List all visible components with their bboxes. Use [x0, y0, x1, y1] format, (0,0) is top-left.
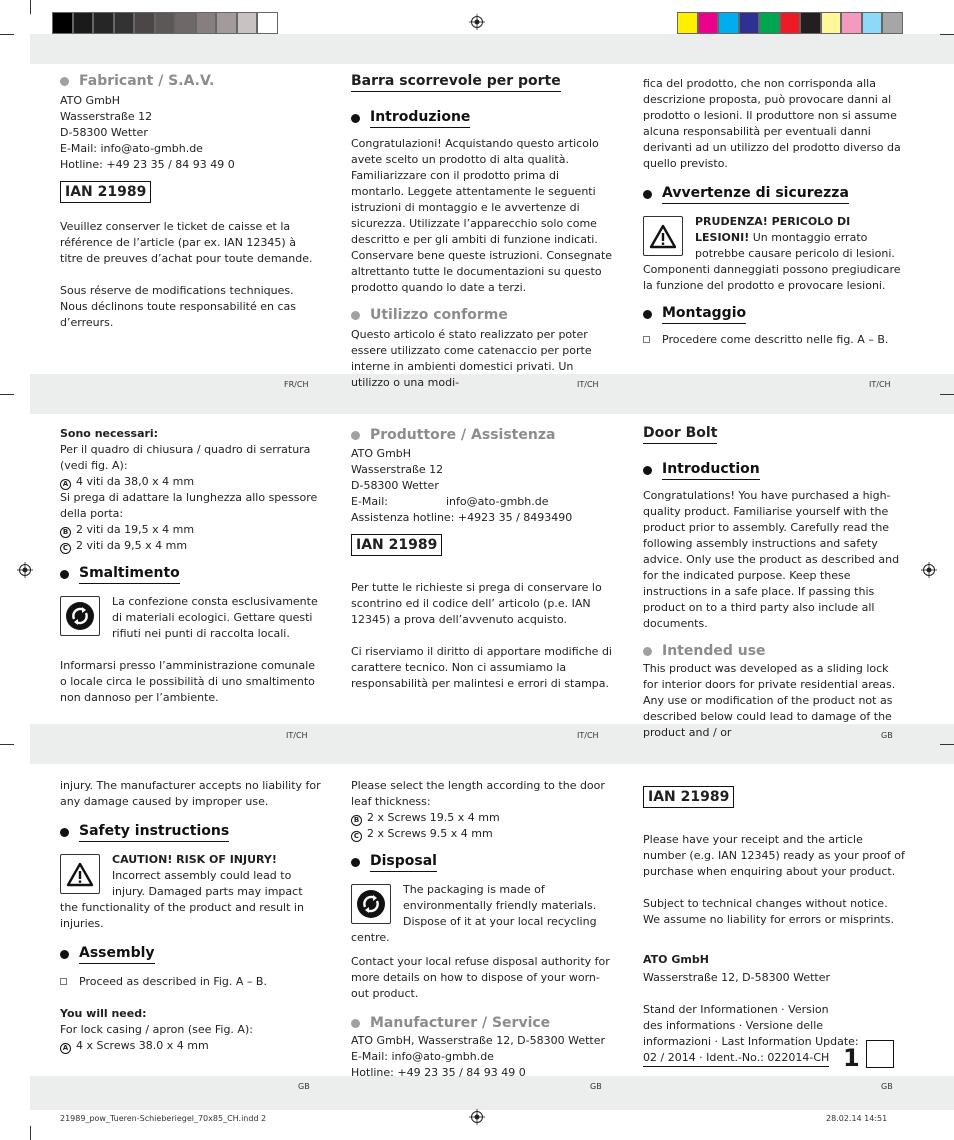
registration-mark-icon: [469, 1109, 485, 1125]
crop-mark: [940, 394, 954, 395]
paragraph: Ci riserviamo il diritto di apportare modifiche di carattere tecnico. Non ci assumiamo la responsabilità per malintesi e errori di stampa.: [351, 645, 612, 690]
gray-swatch: [237, 12, 258, 34]
heading-intended-use: Intended use: [643, 642, 905, 661]
address-line: E-Mail: info@ato-gmbh.de: [351, 1050, 494, 1063]
warning-icon: [643, 216, 683, 256]
page-region-label: IT/CH: [577, 731, 599, 740]
panel-gb-disposal: [351, 778, 613, 1081]
paragraph: injury. The manufacturer accepts no liability for any damage caused by improper use.: [60, 779, 321, 808]
info-line: Stand der Informationen · Version: [643, 1003, 829, 1016]
address-line: Hotline: +49 23 35 / 84 93 49 0: [60, 158, 235, 171]
page-region-label: IT/CH: [869, 380, 891, 389]
address-line: D-58300 Wetter: [60, 126, 148, 139]
color-swatch: [841, 12, 862, 34]
warning-text: CAUTION! RISK OF INJURY! Incorrect assembly could lead to injury. Damaged parts may impact the functionality of the product and result in injuries.: [60, 853, 304, 930]
heading-utilizzo: Utilizzo conforme: [351, 306, 613, 325]
part-c: C 2 viti da 9,5 x 4 mm: [60, 538, 322, 554]
heading-manufacturer: Manufacturer / Service: [351, 1014, 613, 1033]
address-line: D-58300 Wetter: [351, 479, 439, 492]
product-title: Barra scorrevole per porte: [351, 72, 561, 92]
crop-mark: [0, 394, 14, 395]
paragraph: Sous réserve de modifications techniques. Nous déclinons toute responsabilité en cas d’erreurs.: [60, 284, 296, 329]
part-a: A 4 x Screws 38.0 x 4 mm: [60, 1038, 322, 1054]
paragraph: La confezione consta esclusivamente di materiali ecologici. Gettare questi rifiuti nei punti di raccolta locali.: [112, 595, 318, 640]
heading-smaltimento: Smaltimento: [60, 564, 322, 584]
heading-assembly: Assembly: [60, 944, 322, 964]
crop-mark: [940, 34, 954, 35]
paragraph: fica del prodotto, che non corrisponda alla descrizione proposta, può provocare danni al prodotto o lesioni. Il produttore non si assume alcuna responsabilità per eventuali danni derivanti ad un utilizzo del prodotto diverso da quello previsto.: [643, 77, 901, 170]
recycling-icon: [351, 884, 391, 924]
gray-swatch: [73, 12, 94, 34]
panel-it-manufacturer: [351, 424, 613, 692]
page-region-label: GB: [881, 1082, 893, 1091]
heading-fabricant: Fabricant / S.A.V.: [60, 72, 322, 91]
color-swatch: [821, 12, 842, 34]
page-region-label: IT/CH: [577, 380, 599, 389]
panel-fr-manufacturer: [60, 70, 322, 331]
heading-avvertenze: Avvertenze di sicurezza: [643, 184, 905, 204]
color-calibration-bar: [677, 12, 903, 34]
color-swatch: [780, 12, 801, 34]
paragraph: Per tutte le richieste si prega di conservare lo scontrino ed il codice dell’ articolo (p.e. IAN 12345) a prova dell’avvenuto acquisto.: [351, 581, 602, 626]
heading-introduzione: Introduzione: [351, 108, 613, 128]
page-region-label: FR/CH: [284, 380, 309, 389]
part-c: C 2 x Screws 9.5 x 4 mm: [351, 826, 613, 842]
file-slug: 21989_pow_Tueren-Schieberiegel_70x85_CH.indd 2: [60, 1114, 267, 1123]
ian-box: IAN 21989: [643, 786, 734, 808]
heading-introduction: Introduction: [643, 460, 905, 480]
company-address: Wasserstraße 12, D-58300 Wetter: [643, 971, 830, 984]
page-region-label: IT/CH: [286, 731, 308, 740]
address-line: E-Mail: info@ato-gmbh.de: [60, 142, 203, 155]
page-region-label: GB: [590, 1082, 602, 1091]
recycling-icon: [60, 596, 100, 636]
crop-mark: [30, 0, 31, 14]
crop-mark: [0, 744, 14, 745]
color-swatch: [862, 12, 883, 34]
paragraph: For lock casing / apron (see Fig. A):: [60, 1023, 253, 1036]
step-item: Proceed as described in Fig. A – B.: [60, 974, 322, 990]
paragraph: Subject to technical changes without notice. We assume no liability for errors or misprints.: [643, 897, 894, 926]
grayscale-color-bar: [52, 12, 278, 34]
step-item: Procedere come descritto nelle fig. A – B.: [643, 332, 905, 348]
need-heading: You will need:: [60, 1007, 147, 1020]
paragraph: Please have your receipt and the article number (e.g. IAN 12345) ready as your proof of purchase when enquiring about your product.: [643, 833, 905, 878]
paragraph: This product was developed as a sliding lock for interior doors for private residential areas. Any use or modification of the product not as described below could lead to damage of the product and / or: [643, 662, 896, 739]
paragraph: Informarsi presso l’amministrazione comunale o locale circa le possibilità di uno smaltimento non dannoso per l’ambiente.: [60, 659, 316, 704]
part-a: A 4 viti da 38,0 x 4 mm: [60, 474, 322, 490]
color-swatch: [759, 12, 780, 34]
gray-swatch: [216, 12, 237, 34]
gray-swatch: [52, 12, 73, 34]
color-swatch: [739, 12, 760, 34]
crop-mark: [940, 744, 954, 745]
heading-disposal: Disposal: [351, 852, 613, 872]
color-swatch: [677, 12, 698, 34]
heading-produttore: Produttore / Assistenza: [351, 426, 613, 445]
gray-swatch: [134, 12, 155, 34]
paragraph: Congratulations! You have purchased a high-quality product. Familiarise yourself with the product prior to assembly. Carefully read the following assembly instructions and safety advice. Only use the product as described and for the indicated purpose. Keep these instructions in a safe place. If passing this product on to a third party also include all documents.: [643, 489, 900, 630]
gray-swatch: [114, 12, 135, 34]
color-swatch: [882, 12, 903, 34]
paragraph: Questo articolo é stato realizzato per poter essere utilizzato come catenaccio per porte interne in ambienti domestici privati. Un utilizzo o una modi-: [351, 328, 592, 389]
paragraph: Please select the length according to the door leaf thickness:: [351, 779, 605, 808]
ian-box: IAN 21989: [351, 534, 442, 556]
gray-swatch: [175, 12, 196, 34]
info-line: informazioni · Last Information Update:: [643, 1035, 859, 1048]
footer-band-3: [30, 1076, 954, 1110]
registration-mark-icon: [921, 562, 937, 578]
paragraph: Congratulazioni! Acquistando questo articolo avete scelto un prodotto di alta qualità. Familiarizzare con il prodotto prima di montarlo. Leggete attentamente le seguenti istruzioni di montaggio e le avvertenze di sicurezza. Utilizzate l’apparecchio solo come descritto e per gli ambiti di funzione indicati. Conservare bene queste istruzioni. Consegnate altrettanto tutte le documentazioni su questo prodotto quando lo date a terzi.: [351, 137, 613, 294]
registration-mark-icon: [17, 562, 33, 578]
panel-it-intro: [351, 72, 613, 391]
part-b: B 2 viti da 19,5 x 4 mm: [60, 522, 322, 538]
panel-it-parts: [60, 426, 322, 706]
address-line: Hotline: +49 23 35 / 84 93 49 0: [351, 1066, 526, 1079]
info-line: 02 / 2014 · Ident.-No.: 022014-CH: [643, 1050, 829, 1067]
heading-montaggio: Montaggio: [643, 304, 905, 324]
ian-box: IAN 21989: [60, 181, 151, 203]
registration-mark-icon: [469, 14, 485, 30]
gray-swatch: [155, 12, 176, 34]
part-b: B 2 x Screws 19.5 x 4 mm: [351, 810, 613, 826]
hotline-line: Assistenza hotline: +4923 35 / 8493490: [351, 511, 573, 524]
paragraph: The packaging is made of environmentally friendly materials. Dispose of it at your local recycling centre.: [351, 883, 597, 944]
address-line: ATO GmbH, Wasserstraße 12, D-58300 Wetter: [351, 1034, 606, 1047]
address-line: ATO GmbH: [60, 94, 121, 107]
gray-swatch: [257, 12, 278, 34]
panel-it-safety: [643, 76, 905, 348]
color-swatch: [698, 12, 719, 34]
gray-swatch: [93, 12, 114, 34]
paragraph: Si prega di adattare la lunghezza allo spessore della porta:: [60, 491, 318, 520]
need-heading: Sono necessari:: [60, 427, 159, 440]
company-name: ATO GmbH: [643, 953, 709, 966]
address-line: ATO GmbH: [351, 447, 412, 460]
panel-gb-intro: [643, 424, 905, 741]
address-line: Wasserstraße 12: [60, 110, 153, 123]
color-swatch: [800, 12, 821, 34]
page-number: 1: [843, 1044, 860, 1072]
product-title: Door Bolt: [643, 424, 717, 444]
warning-text: PRUDENZA! PERICOLO DI LESIONI! Un montaggio errato potrebbe causare pericolo di lesioni. Componenti danneggiati possono pregiudicare la funzione del prodotto e provocare lesioni.: [643, 215, 901, 292]
paragraph: Contact your local refuse disposal authority for more details on how to dispose of your worn-out product.: [351, 955, 610, 1000]
header-band: [30, 34, 954, 64]
crop-mark: [0, 34, 14, 35]
warning-icon: [60, 854, 100, 894]
color-swatch: [718, 12, 739, 34]
gray-swatch: [196, 12, 217, 34]
heading-safety: Safety instructions: [60, 822, 322, 842]
panel-gb-safety: [60, 778, 322, 1054]
print-date: 28.02.14 14:51: [826, 1114, 888, 1123]
info-line: des informations · Versione delle: [643, 1019, 824, 1032]
page-region-label: GB: [298, 1082, 310, 1091]
paragraph: Veuillez conserver le ticket de caisse et la référence de l’article (par ex. IAN 12345) à titre de preuves d’achat pour toute demande.: [60, 220, 313, 265]
email-line: E-Mail: info@ato-gmbh.de: [351, 495, 549, 508]
page-region-label: GB: [881, 731, 893, 740]
address-line: Wasserstraße 12: [351, 463, 444, 476]
paragraph: Per il quadro di chiusura / quadro di serratura (vedi fig. A):: [60, 443, 311, 472]
panel-gb-info: [643, 778, 905, 1067]
crop-mark: [30, 1126, 31, 1140]
